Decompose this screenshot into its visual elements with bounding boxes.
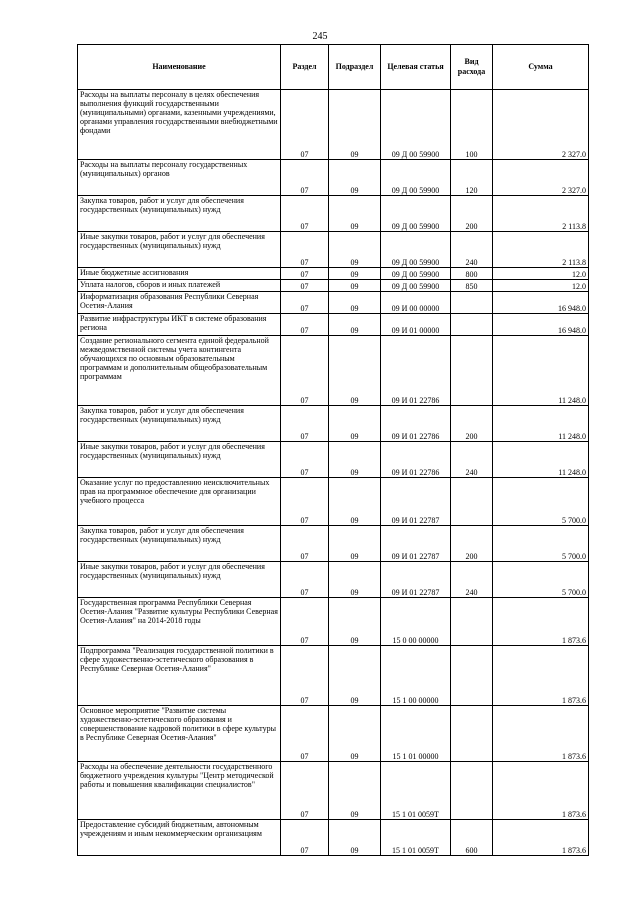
table-row <box>78 706 589 762</box>
row-sum: 5 700.0 <box>493 478 589 526</box>
row-name: Закупка товаров, работ и услуг для обеспечения государственных (муниципальных) нужд <box>78 406 281 442</box>
row-section: 07 <box>281 160 329 196</box>
row-section: 07 <box>281 598 329 646</box>
row-target: 09 И 00 00000 <box>381 292 451 314</box>
row-target: 09 Д 00 59900 <box>381 268 451 280</box>
table-row <box>78 598 589 646</box>
row-section: 07 <box>281 762 329 820</box>
row-sum: 16 948.0 <box>493 292 589 314</box>
row-subsection: 09 <box>329 280 381 292</box>
row-name: Информатизация образования Республики Северная Осетия-Алания <box>78 292 281 314</box>
row-target: 09 И 01 22787 <box>381 562 451 598</box>
table-row <box>78 762 589 820</box>
row-subsection: 09 <box>329 526 381 562</box>
row-section: 07 <box>281 562 329 598</box>
row-sum: 16 948.0 <box>493 314 589 336</box>
row-subsection: 09 <box>329 196 381 232</box>
row-subsection: 09 <box>329 314 381 336</box>
row-name: Закупка товаров, работ и услуг для обеспечения государственных (муниципальных) нужд <box>78 526 281 562</box>
table-row <box>78 646 589 706</box>
row-expense-type <box>451 598 493 646</box>
row-subsection: 09 <box>329 292 381 314</box>
row-subsection: 09 <box>329 598 381 646</box>
row-section: 07 <box>281 90 329 160</box>
row-sum: 5 700.0 <box>493 526 589 562</box>
row-subsection: 09 <box>329 478 381 526</box>
header-target: Целевая статья <box>381 45 451 90</box>
row-sum: 11 248.0 <box>493 336 589 406</box>
table-row <box>78 292 589 314</box>
row-subsection: 09 <box>329 820 381 856</box>
row-target: 09 И 01 22786 <box>381 336 451 406</box>
row-section: 07 <box>281 820 329 856</box>
row-section: 07 <box>281 442 329 478</box>
row-name: Расходы на обеспечение деятельности государственного бюджетного учреждения культуры "Центр методической работы и повышения квалификации специалистов" <box>78 762 281 820</box>
table-row <box>78 314 589 336</box>
row-subsection: 09 <box>329 442 381 478</box>
row-name: Иные бюджетные ассигнования <box>78 268 281 280</box>
row-section: 07 <box>281 196 329 232</box>
row-name: Предоставление субсидий бюджетным, автономным учреждениям и иным некоммерческим организациям <box>78 820 281 856</box>
row-target: 09 И 01 22787 <box>381 526 451 562</box>
row-name: Уплата налогов, сборов и иных платежей <box>78 280 281 292</box>
row-target: 15 0 00 00000 <box>381 598 451 646</box>
table-row <box>78 268 589 280</box>
row-target: 09 Д 00 59900 <box>381 90 451 160</box>
row-section: 07 <box>281 706 329 762</box>
table-header-row <box>78 45 589 90</box>
row-sum: 12.0 <box>493 268 589 280</box>
row-name: Закупка товаров, работ и услуг для обеспечения государственных (муниципальных) нужд <box>78 196 281 232</box>
row-name: Создание регионального сегмента единой федеральной межведомственной системы учета контингента обучающихся по основным образовательным программам и дополнительным общеобразовательным программам <box>78 336 281 406</box>
header-sum: Сумма <box>493 45 589 90</box>
row-name: Основное мероприятие "Развитие системы художественно-эстетического образования и совершенствование кадровой политики в сфере культуры в Республике Северная Осетия-Алания" <box>78 706 281 762</box>
row-sum: 2 113.8 <box>493 232 589 268</box>
row-expense-type <box>451 762 493 820</box>
table-row <box>78 160 589 196</box>
row-expense-type: 200 <box>451 196 493 232</box>
table-row <box>78 526 589 562</box>
row-target: 09 Д 00 59900 <box>381 160 451 196</box>
row-sum: 11 248.0 <box>493 442 589 478</box>
row-target: 09 И 01 00000 <box>381 314 451 336</box>
row-expense-type <box>451 646 493 706</box>
row-subsection: 09 <box>329 90 381 160</box>
row-expense-type: 200 <box>451 526 493 562</box>
row-name: Иные закупки товаров, работ и услуг для обеспечения государственных (муниципальных) нужд <box>78 562 281 598</box>
row-expense-type: 240 <box>451 442 493 478</box>
row-subsection: 09 <box>329 160 381 196</box>
row-name: Иные закупки товаров, работ и услуг для обеспечения государственных (муниципальных) нужд <box>78 442 281 478</box>
page-number: 245 <box>312 31 328 42</box>
row-section: 07 <box>281 292 329 314</box>
row-target: 09 Д 00 59900 <box>381 280 451 292</box>
row-target: 09 И 01 22786 <box>381 442 451 478</box>
table-row <box>78 232 589 268</box>
row-target: 15 1 01 0059Т <box>381 762 451 820</box>
row-sum: 11 248.0 <box>493 406 589 442</box>
row-section: 07 <box>281 336 329 406</box>
header-subsection: Подраздел <box>329 45 381 90</box>
row-subsection: 09 <box>329 646 381 706</box>
row-name: Иные закупки товаров, работ и услуг для обеспечения государственных (муниципальных) нужд <box>78 232 281 268</box>
row-section: 07 <box>281 526 329 562</box>
row-target: 15 1 01 00000 <box>381 706 451 762</box>
header-section: Раздел <box>281 45 329 90</box>
row-section: 07 <box>281 232 329 268</box>
table-row <box>78 820 589 856</box>
row-expense-type: 850 <box>451 280 493 292</box>
row-expense-type <box>451 706 493 762</box>
row-expense-type: 240 <box>451 562 493 598</box>
table-row <box>78 90 589 160</box>
row-expense-type <box>451 314 493 336</box>
table-row <box>78 196 589 232</box>
row-name: Государственная программа Республики Северная Осетия-Алания "Развитие культуры Республики Северная Осетия-Алания" на 2014-2018 годы <box>78 598 281 646</box>
row-section: 07 <box>281 268 329 280</box>
row-sum: 1 873.6 <box>493 762 589 820</box>
row-name: Подпрограмма "Реализация государственной политики в сфере художественно-эстетического образования в Республике Северная Осетия-Алания" <box>78 646 281 706</box>
table-row <box>78 406 589 442</box>
row-subsection: 09 <box>329 562 381 598</box>
row-name: Оказание услуг по предоставлению неисключительных прав на программное обеспечение для организации учебного процесса <box>78 478 281 526</box>
row-sum: 1 873.6 <box>493 646 589 706</box>
budget-table <box>77 44 589 856</box>
row-subsection: 09 <box>329 706 381 762</box>
row-target: 09 Д 00 59900 <box>381 196 451 232</box>
row-expense-type: 800 <box>451 268 493 280</box>
row-sum: 2 327.0 <box>493 90 589 160</box>
row-sum: 2 327.0 <box>493 160 589 196</box>
table-row <box>78 280 589 292</box>
row-expense-type: 200 <box>451 406 493 442</box>
row-target: 15 1 00 00000 <box>381 646 451 706</box>
table-row <box>78 562 589 598</box>
row-section: 07 <box>281 280 329 292</box>
table-row <box>78 336 589 406</box>
row-subsection: 09 <box>329 336 381 406</box>
row-sum: 1 873.6 <box>493 706 589 762</box>
row-target: 09 Д 00 59900 <box>381 232 451 268</box>
row-sum: 12.0 <box>493 280 589 292</box>
row-subsection: 09 <box>329 232 381 268</box>
row-expense-type <box>451 478 493 526</box>
row-sum: 1 873.6 <box>493 820 589 856</box>
row-sum: 2 113.8 <box>493 196 589 232</box>
row-expense-type <box>451 336 493 406</box>
header-name: Наименование <box>78 45 281 90</box>
row-section: 07 <box>281 406 329 442</box>
row-sum: 1 873.6 <box>493 598 589 646</box>
row-subsection: 09 <box>329 762 381 820</box>
row-name: Расходы на выплаты персоналу государственных (муниципальных) органов <box>78 160 281 196</box>
row-expense-type <box>451 292 493 314</box>
row-target: 15 1 01 0059Т <box>381 820 451 856</box>
row-sum: 5 700.0 <box>493 562 589 598</box>
row-name: Расходы на выплаты персоналу в целях обеспечения выполнения функций государственными (муниципальными) органами, казенными учреждениями, органами управления государственными внебюджетными фондами <box>78 90 281 160</box>
header-expense-type: Вид расхода <box>451 45 493 90</box>
row-subsection: 09 <box>329 268 381 280</box>
row-section: 07 <box>281 478 329 526</box>
row-section: 07 <box>281 646 329 706</box>
row-subsection: 09 <box>329 406 381 442</box>
row-section: 07 <box>281 314 329 336</box>
table-row <box>78 478 589 526</box>
row-expense-type: 240 <box>451 232 493 268</box>
table-row <box>78 442 589 478</box>
row-name: Развитие инфраструктуры ИКТ в системе образования региона <box>78 314 281 336</box>
row-target: 09 И 01 22787 <box>381 478 451 526</box>
row-target: 09 И 01 22786 <box>381 406 451 442</box>
row-expense-type: 600 <box>451 820 493 856</box>
row-expense-type: 120 <box>451 160 493 196</box>
row-expense-type: 100 <box>451 90 493 160</box>
